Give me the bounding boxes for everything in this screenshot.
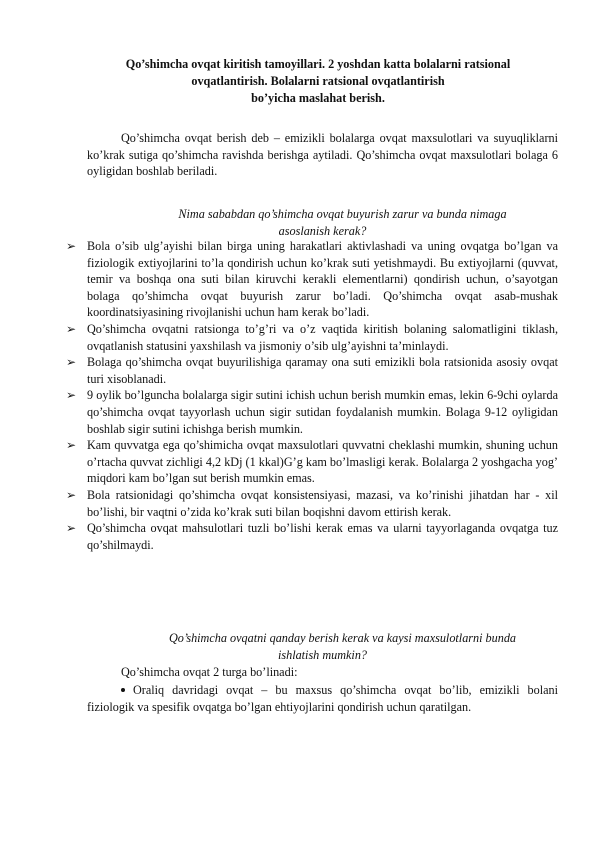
list-item: [66, 238, 558, 321]
question-1-line-2: asoslanish kerak?: [278, 223, 367, 238]
title-line-3: bo’yicha maslahat berish.: [251, 91, 385, 105]
list-item-text: Qo’shimcha ovqat mahsulotlari tuzli bo’lishi kerak emas va ularni tayyorlaganda ovqatga tuz qo’shilmaydi.: [87, 521, 558, 552]
list-item-text: Bolaga qo’shimcha ovqat buyurilishiga qaramay ona suti emizikli bola ratsionida asosiy ovqat turi xisoblanadi.: [87, 355, 558, 386]
list-item: [66, 321, 558, 354]
arrow-bullet-icon: ➢: [66, 388, 77, 403]
list-item: [66, 487, 558, 520]
document-title: [60, 56, 576, 107]
type-1-paragraph: [87, 682, 558, 715]
question-1-line-1: Nima sababdan qo’shimcha ovqat buyurish zarur va bunda nimaga: [178, 207, 507, 221]
arrow-bullet-icon: ➢: [66, 438, 77, 453]
bullet-dot-icon: [121, 688, 125, 692]
reasons-list: [66, 238, 558, 553]
list-item: [66, 387, 558, 437]
arrow-bullet-icon: ➢: [66, 521, 77, 536]
list-item-text: Bola o’sib ulg’ayishi bilan birga uning harakatlari aktivlashadi va uning ovqatga bo’lgan va fiziologik extiyojlarini to’la qondirish uchun ko’krak suti yetishmaydi. Bu extiyojlarni (quvvat, temir va boshqa ona suti bilan kiruvchi kerakli elementlarni) qondirish uchun, o’sayotgan bolaga qo’shimcha ovqat buyurish zarur bo’ladi. Qo’shimcha ovqat asab-mushak koordinatsiyasining rivojlanishi uchun ham kerak bo’ladi.: [87, 239, 558, 320]
list-item-text: 9 oylik bo’lguncha bolalarga sigir sutini ichish uchun berish mumkin emas, lekin 6-9chi oylarda qo’shimcha ovqat tayyorlash uchun sigir sutidan foydalanish mumkin. Bolaga 9-12 oyligidan boshlab sigir sutini ichishga berish mumkin.: [87, 388, 558, 436]
list-item-text: Qo’shimcha ovqatni ratsionga to’g’ri va o’z vaqtida kiritish bolaning salomatligini tiklash, ovqatlanish statusini yaxshilash va jismoniy o’sib ulg’ayishni ta’minlaydi.: [87, 321, 558, 353]
title-line-1: Qo’shimcha ovqat kiritish tamoyillari. 2 yoshdan katta bolalarni ratsional: [125, 57, 511, 71]
type-1-text: Oraliq davridagi ovqat – bu maxsus qo’shimcha ovqat bo’lib, emizikli bolani fiziologik va spesifik ovqatga bo’lgan ehtiyojlarini qondirish uchun qaratilgan.: [87, 683, 558, 714]
arrow-bullet-icon: ➢: [66, 321, 77, 336]
arrow-bullet-icon: ➢: [66, 487, 77, 502]
list-item: [66, 354, 558, 387]
question-2-line-1: Qo’shimcha ovqatni qanday berish kerak va kaysi maxsulotlarni bunda: [168, 631, 517, 645]
list-item: [66, 520, 558, 553]
question-heading-2: [87, 630, 558, 663]
title-line-2: ovqatlantirish. Bolalarni ratsional ovqatlantirish: [191, 74, 445, 88]
types-intro: Qo’shimcha ovqat 2 turga bo’linadi:: [121, 665, 298, 679]
question-2-line-2: ishlatish mumkin?: [277, 647, 368, 662]
list-item: [66, 437, 558, 487]
list-item-text: Kam quvvatga ega qo’shimicha ovqat maxsulotlari quvvatni cheklashi mumkin, shuning uchun o’rtacha quvvat zichligi 4,2 kDj (1 kkal)G’g kam bo’lmasligi kerak. Bolalarga 2 yoshgacha yog’ miqdori kam bo’lgan sut berish mumkin emas.: [87, 438, 558, 486]
list-item-text: Bola ratsionidagi qo’shimcha ovqat konsistensiyasi, mazasi, va ko’rinishi jihatdan har - xil bo’lishi, bir vaqtni o’zida ko’krak suti bilan boqishni davom ettirish kerak.: [87, 487, 558, 519]
question-heading-1: [87, 206, 558, 239]
arrow-bullet-icon: ➢: [66, 355, 77, 370]
intro-paragraph: Qo’shimcha ovqat berish deb – emizikli bolalarga ovqat maxsulotlari va suyuqliklarni ko’krak sutiga qo’shimcha ravishda berishga aytiladi. Qo’shimcha ovqat maxsulotlari bolaga 6 oyligidan boshlab beriladi.: [87, 131, 558, 179]
arrow-bullet-icon: ➢: [66, 239, 77, 253]
